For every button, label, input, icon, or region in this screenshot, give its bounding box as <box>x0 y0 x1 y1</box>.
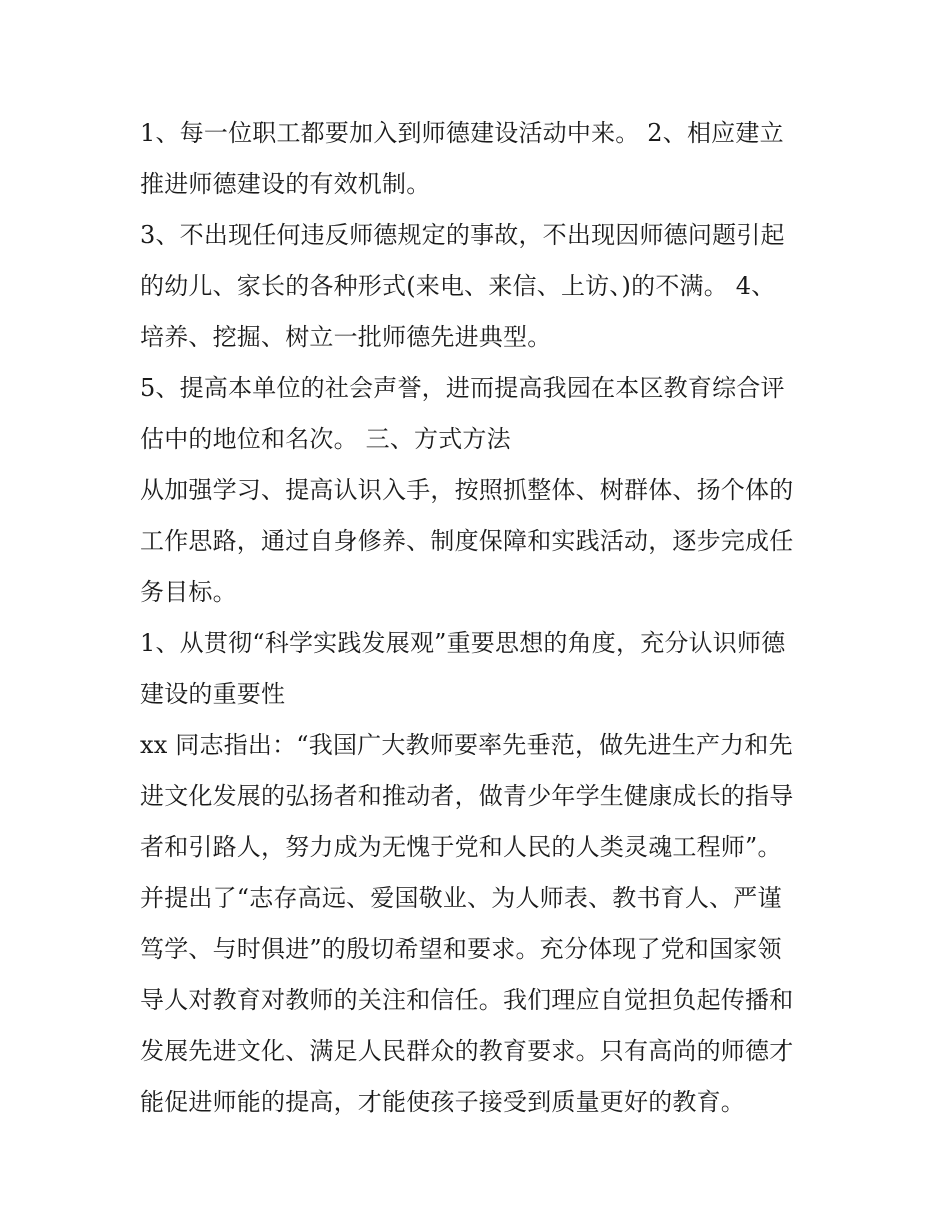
text-line: 者和引路人，努力成为无愧于党和人民的人类灵魂工程师”。 <box>140 833 782 861</box>
text-line: 培养、挖掘、树立一批师德先进典型。 <box>140 323 552 351</box>
document-body <box>140 108 820 1128</box>
text-line: 5、提高本单位的社会声誉，进而提高我园在本区教育综合评 <box>140 374 785 402</box>
text-line: 从加强学习、提高认识入手，按照抓整体、树群体、扬个体的 <box>140 476 794 504</box>
text-line: 发展先进文化、满足人民群众的教育要求。只有高尚的师德才 <box>140 1037 794 1065</box>
text-line: 3、不出现任何违反师德规定的事故，不出现因师德问题引起 <box>140 221 785 249</box>
text-line: 工作思路，通过自身修养、制度保障和实践活动，逐步完成任 <box>140 527 794 555</box>
text-line: 建设的重要性 <box>140 680 286 708</box>
text-line: 务目标。 <box>140 578 237 606</box>
text-line: 估中的地位和名次。 三、方式方法 <box>140 425 511 453</box>
text-line: 能促进师能的提高，才能使孩子接受到质量更好的教育。 <box>140 1088 745 1116</box>
text-line: 1、每一位职工都要加入到师德建设活动中来。 2、相应建立 <box>140 119 784 147</box>
text-line: xx 同志指出：“我国广大教师要率先垂范，做先进生产力和先 <box>140 731 793 759</box>
text-line: 1、从贯彻“科学实践发展观”重要思想的角度，充分认识师德 <box>140 629 786 657</box>
text-line: 进文化发展的弘扬者和推动者，做青少年学生健康成长的指导 <box>140 782 794 810</box>
text-line: 的幼儿、家长的各种形式(来电、来信、上访、)的不满。 4、 <box>140 272 776 300</box>
text-line: 并提出了“志存高远、爱国敬业、为人师表、教书育人、严谨 <box>140 884 782 912</box>
text-line: 导人对教育对教师的关注和信任。我们理应自觉担负起传播和 <box>140 986 794 1014</box>
text-line: 推进师德建设的有效机制。 <box>140 170 431 198</box>
text-line: 笃学、与时俱进”的殷切希望和要求。充分体现了党和国家领 <box>140 935 782 963</box>
